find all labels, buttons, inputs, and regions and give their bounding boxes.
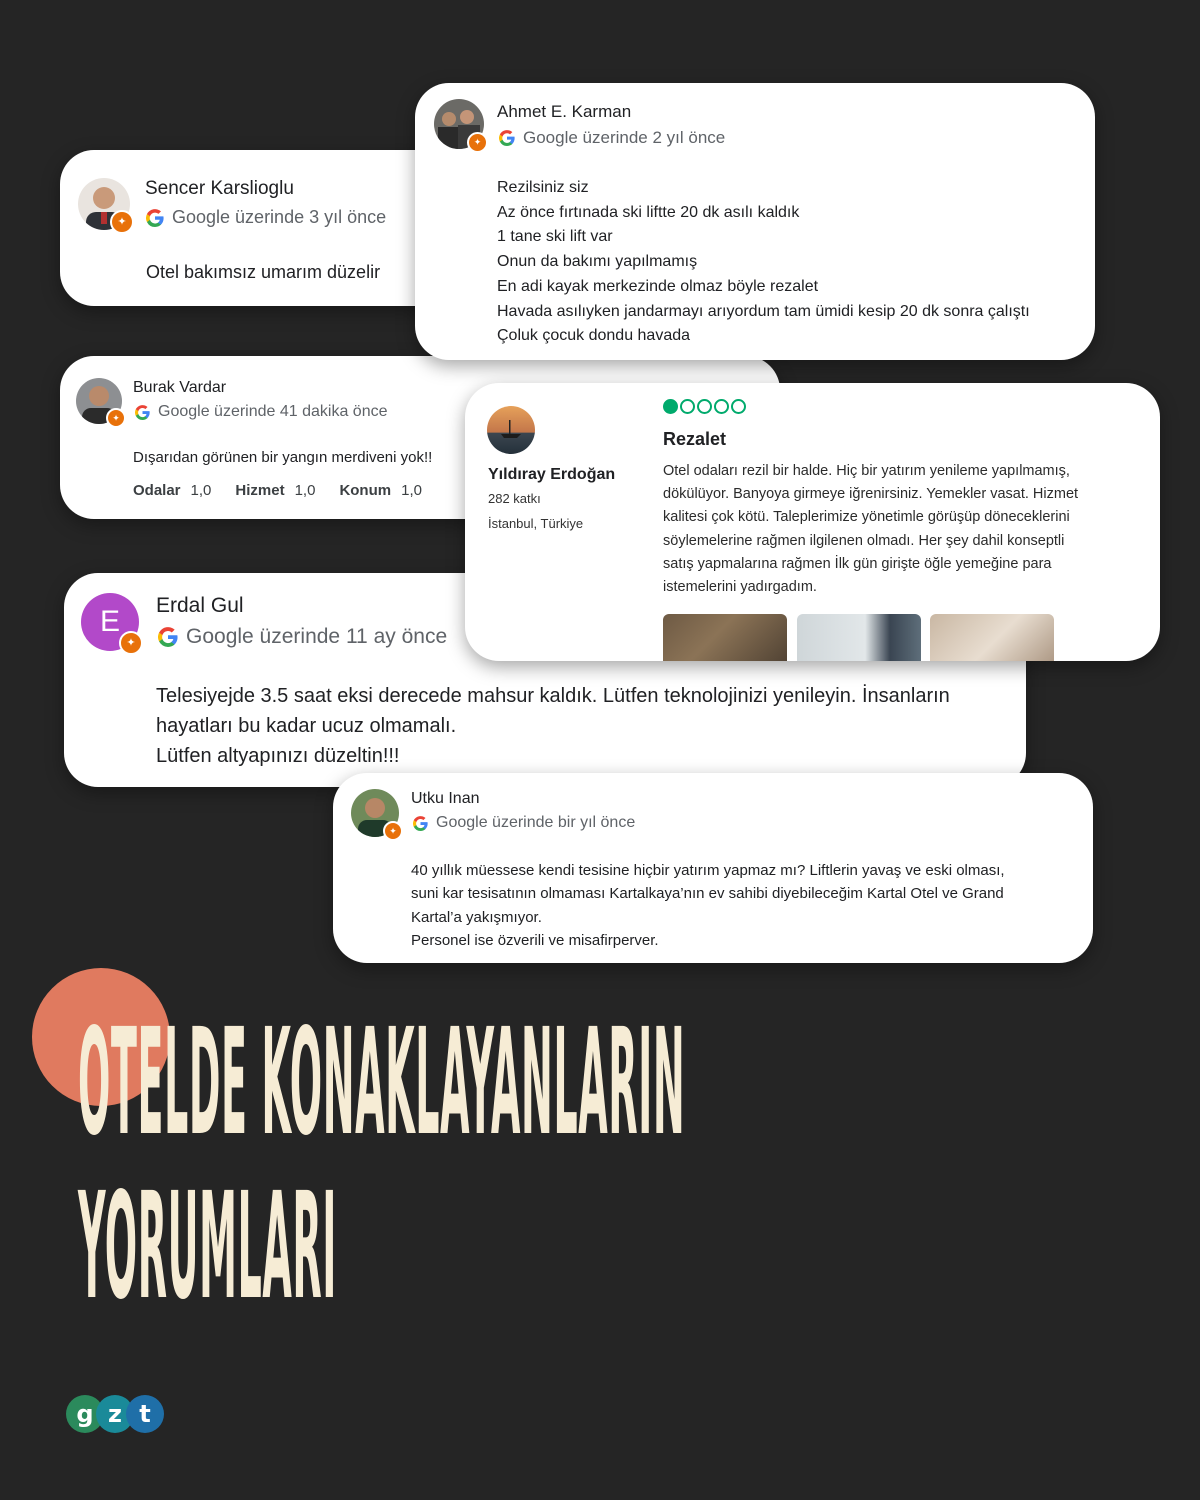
headline-line-1: OTELDE KONAKLAYANLARIN [78,999,686,1170]
review-text: Telesiyejde 3.5 saat eksi derecede mahsur kaldık. Lütfen teknolojinizi yenileyin. İnsanların hayatları bu kadar ucuz olmamalı. Lütfen altyapınızı düzeltin!!! [156,685,950,767]
review-meta [499,128,725,148]
review-photo[interactable] [797,614,921,661]
avatar [78,178,130,230]
rating-bubble-icon [680,399,695,414]
review-text: Otel bakımsız umarım düzelir [146,262,381,282]
reviewer-name[interactable]: Erdal Gul [156,594,244,617]
review-card-ahmet [415,83,1095,360]
google-g-icon [499,130,515,146]
rating-bubble-icon [697,399,712,414]
rating-value: 1,0 [190,482,212,499]
google-g-icon [413,816,428,831]
reviewer-name[interactable]: Ahmet E. Karman [497,102,632,121]
gzt-logo [66,1394,164,1434]
review-meta [413,814,635,832]
rating-label: Hizmet [235,482,285,499]
logo-letter: z [96,1395,134,1433]
review-text: Rezilsiniz siz Az önce fırtınada ski liftte 20 dk asılı kaldık 1 tane ski lift var Onun da bakımı yapılmamış En adi kayak merkezinde olmaz böyle rezalet Havada asılıyken jandarmayı arıyordum tam ümidi kesip 20 dk sonra çalıştı Çoluk çocuk dondu havada [497,179,1030,345]
review-meta [135,403,388,421]
logo-letter: t [126,1395,164,1433]
rating-bubble-icon [663,399,678,414]
contribution-count: 282 katkı [488,491,541,506]
review-date: Google üzerinde 41 dakika önce [158,403,388,420]
local-guide-badge-icon: ✦ [110,210,134,234]
rating-bubble-icon [731,399,746,414]
rating-breakdown [133,482,446,499]
reviewer-name[interactable]: Utku Inan [411,790,480,807]
avatar [434,99,484,149]
avatar [487,406,535,454]
review-date: Google üzerinde bir yıl önce [436,814,636,831]
headline-line-2: YORUMLARI [78,1163,337,1334]
review-card-utku [333,773,1093,963]
review-text: Otel odaları rezil bir halde. Hiç bir yatırım yenileme yapılmamış, dökülüyor. Banyoya girmeye iğrenirsiniz. Yemekler vasat. Hizmet kalitesi çok kötü. Taleplerimize yönetimle görüşüp döneceklerini söylemelerine rağmen ilgilenen olmadı. Her şey dahil konseptli satış yapmalarına rağmen İlk gün girişte öğle yemeğine para istemelerini yadırgadım. [663,463,1079,596]
google-g-icon [146,209,164,227]
local-guide-badge-icon: ✦ [467,132,488,153]
logo-letter: g [66,1395,104,1433]
avatar [81,593,139,651]
local-guide-badge-icon: ✦ [383,821,403,841]
rating-value: 1,0 [401,482,422,499]
rating-bubble-icon [714,399,729,414]
google-g-icon [135,405,150,420]
review-text: Dışarıdan görünen bir yangın merdiveni yok!! [133,449,433,466]
bubble-rating [663,399,746,414]
review-date: Google üzerinde 11 ay önce [186,625,448,648]
review-title[interactable]: Rezalet [663,429,727,449]
avatar [351,789,399,837]
rating-value: 1,0 [294,482,316,499]
review-meta [158,625,447,649]
reviewer-name[interactable]: Sencer Karslioglu [145,178,294,199]
rating-label: Konum [339,482,392,499]
reviewer-location: İstanbul, Türkiye [488,516,584,531]
review-text: 40 yıllık müessese kendi tesisine hiçbir yatırım yapmaz mı? Liftlerin yavaş ve eski olması, suni kar tesisatının olmaması Kartalkaya’nın ev sahibi diyebileceğim Kartal Otel ve Grand Kartal’a yakışmıyor. Personel ise özverili ve misafirperver. [411,862,1005,949]
rating-label: Odalar [133,482,181,499]
reviewer-name[interactable]: Yıldıray Erdoğan [488,466,616,483]
reviewer-name[interactable]: Burak Vardar [133,379,227,396]
initial-avatar: E [81,593,139,651]
google-g-icon [158,627,178,647]
review-photo[interactable] [930,614,1054,661]
review-date: Google üzerinde 2 yıl önce [523,128,726,147]
avatar [76,378,122,424]
review-card-yildiray [465,383,1160,661]
review-meta [146,207,386,228]
review-photo[interactable] [663,614,787,661]
local-guide-badge-icon: ✦ [119,631,143,655]
local-guide-badge-icon: ✦ [106,408,126,428]
review-date: Google üzerinde 3 yıl önce [172,207,387,227]
